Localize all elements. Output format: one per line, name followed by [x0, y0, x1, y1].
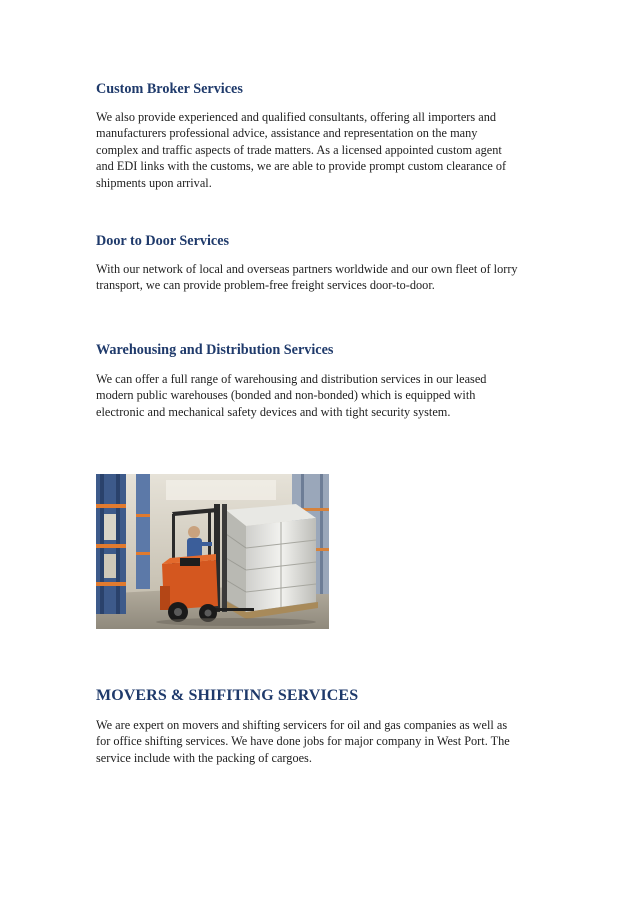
paragraph-line: We also provide experienced and qualified consultants, offering all importers and [96, 110, 497, 124]
paragraph-line: service include with the packing of cargoes. [96, 750, 312, 765]
paragraph-line: We are expert on movers and shifting servicers for oil and gas companies as well as [96, 718, 508, 732]
section-warehousing [96, 341, 556, 420]
section-heading: Custom Broker Services [96, 81, 243, 97]
section-heading: Door to Door Services [96, 233, 230, 249]
paragraph-line: modern public warehouses (bonded and non-bonded) which is equipped with [96, 388, 476, 403]
warehouse-forklift-photo [96, 474, 329, 629]
paragraph-line: shipments upon arrival. [96, 175, 212, 190]
section-heading: MOVERS & SHIFITING SERVICES [96, 687, 359, 704]
section-paragraph [96, 261, 556, 294]
paragraph-line: With our network of local and overseas partners worldwide and our own fleet of lorry [96, 262, 518, 276]
paragraph-line: We can offer a full range of warehousing and distribution services in our leased [96, 372, 487, 386]
section-paragraph [96, 109, 556, 191]
paragraph-line: complex and traffic aspects of trade matters. As a licensed appointed custom agent [96, 142, 502, 157]
section-custom-broker [96, 80, 556, 191]
paragraph-line: electronic and mechanical safety devices and with tight security system. [96, 404, 451, 419]
section-paragraph [96, 717, 556, 766]
section-heading: Warehousing and Distribution Services [96, 342, 334, 358]
paragraph-line: manufacturers professional advice, assistance and representation on the many [96, 126, 478, 141]
paragraph-line: for office shifting services. We have done jobs for major company in West Port. The [96, 734, 510, 749]
paragraph-line: and EDI links with the customs, we are able to provide prompt custom clearance of [96, 159, 507, 174]
section-door-to-door [96, 232, 556, 294]
section-paragraph [96, 371, 556, 420]
section-movers [96, 687, 556, 766]
paragraph-line: transport, we can provide problem-free freight services door-to-door. [96, 278, 435, 293]
